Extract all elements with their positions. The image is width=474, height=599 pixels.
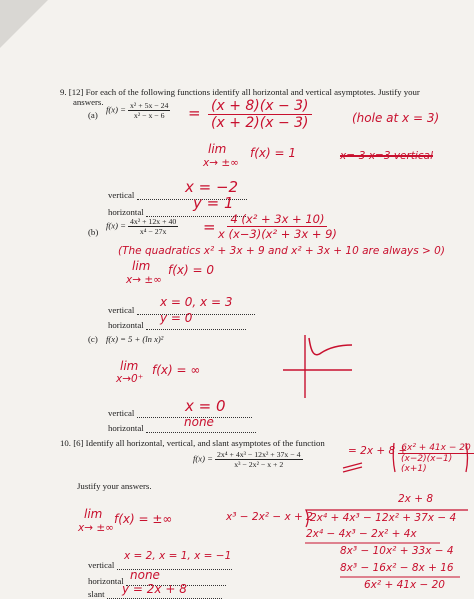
q10-justify: Justify your answers. — [77, 481, 152, 491]
q9a-hw-equals: = — [188, 104, 201, 122]
q9-header: 9. [12] For each of the following functions identify all horizontal and vertical asymptotes. Justify your — [60, 87, 420, 97]
q9a-vertical-answer: x = −2 — [185, 178, 239, 196]
q9c-horizontal-label: horizontal — [108, 423, 144, 433]
q9a-fx: f(x) = — [106, 104, 126, 115]
q10-hw-lim-expr: f(x) = ±∞ — [114, 512, 173, 526]
q9b-numerator: 4x² + 12x + 40 — [130, 217, 177, 226]
q10-fx: f(x) = — [193, 453, 213, 464]
q9a-hw-factored-den: (x + 2)(x − 3) — [211, 115, 309, 131]
q9b-vertical-answer: x = 0, x = 3 — [160, 295, 233, 309]
q10-denominator: x³ − 2x² − x + 2 — [234, 460, 284, 469]
q10-vertical-answer: x = 2, x = 1, x = −1 — [124, 550, 232, 562]
q9c-hw-lim-expr: f(x) = ∞ — [152, 363, 201, 377]
q9b-horizontal-answer: y = 0 — [160, 311, 193, 325]
q10-slant-answer: y = 2x + 8 — [122, 582, 187, 596]
q10-div-divisor: x³ − 2x² − x + 2 — [226, 511, 313, 523]
q9c-horizontal-answer: none — [184, 415, 214, 429]
q9a-label: (a) — [88, 110, 98, 120]
sketch-curve — [309, 338, 352, 355]
q10-div-line1: 2x⁴ − 4x³ − 2x² + 4x — [306, 528, 417, 540]
q10-hw-lim-sub: x→ ±∞ — [78, 522, 114, 534]
q9a-hw-factored-num: (x + 8)(x − 3) — [208, 98, 312, 115]
q10-div-dividend: 2x⁴ + 4x³ − 12x² + 37x − 4 — [310, 512, 457, 524]
q9a-hw-scribble: x=-3 x=3 vertical — [340, 150, 433, 162]
q10-div-remainder: 6x² + 41x − 20 — [364, 579, 445, 591]
q9b-hw-lim-sub: x→ ±∞ — [126, 274, 162, 286]
q9a-numerator: x² + 5x − 24 — [130, 101, 169, 110]
q10-div-line2: 8x³ − 10x² + 33x − 4 — [340, 545, 454, 557]
div-bracket — [306, 510, 468, 527]
q9a-denominator: x² − x − 6 — [133, 111, 165, 120]
q10-header: 10. [6] Identify all horizontal, vertical, and slant asymptotes of the function — [60, 438, 325, 448]
q9b-hw-note: (The quadratics x² + 3x + 9 and x² + 3x + 10 are always > 0) — [118, 245, 445, 257]
q10-hw-lim: lim — [84, 507, 103, 521]
q10-hw-paren-right — [466, 443, 468, 472]
q9a-horizontal-answer: y = 1 — [193, 194, 234, 212]
q9b-hw-lim-expr: f(x) = 0 — [168, 263, 215, 277]
q9b-hw-num: 4 (x² + 3x + 10) — [227, 212, 327, 227]
q9a-hw-lim-sub: x→ ±∞ — [203, 157, 239, 169]
q10-hw-frac-num: 6x² + 41x − 20 — [398, 443, 473, 454]
q9b-hw-den: x (x−3)(x² + 3x + 9) — [218, 227, 337, 241]
q10-div-line3: 8x³ − 16x² − 8x + 16 — [340, 562, 454, 574]
q9-header-cont: answers. — [73, 97, 104, 107]
q9a-hw-lim-expr: f(x) = 1 — [250, 146, 297, 160]
q10-numerator: 2x⁴ + 4x³ − 12x² + 37x − 4 — [217, 450, 301, 459]
q10-horizontal-answer: none — [130, 568, 160, 582]
q9b-fx: f(x) = — [106, 220, 126, 231]
q9c-label: (c) — [88, 334, 98, 344]
q9c-function: f(x) = 5 + (ln x)² — [106, 334, 164, 344]
q9a-hw-lim: lim — [208, 142, 227, 156]
q9c-hw-lim-sub: x→0⁺ — [116, 373, 144, 385]
q9b-denominator: x⁴ − 27x — [139, 227, 167, 236]
q9c-vertical-answer: x = 0 — [185, 397, 226, 415]
q10-div-quotient: 2x + 8 — [398, 493, 434, 505]
q10-hw-paren-left — [393, 443, 395, 472]
q10-vertical-label: vertical — [88, 560, 115, 570]
q10-hw-frac-den: (x−2)(x−1)(x+1) — [401, 454, 453, 474]
q9a-horizontal-label: horizontal — [108, 207, 144, 217]
q9b-hw-equals: = — [203, 218, 216, 236]
q9b-vertical-label: vertical — [108, 305, 135, 315]
q10-slant-label: slant — [88, 589, 105, 599]
q9b-label: (b) — [88, 227, 99, 237]
q9b-horizontal-label: horizontal — [108, 320, 144, 330]
q9b-hw-lim: lim — [132, 259, 151, 273]
q10-hw-eq1: = 2x + 8 + — [348, 445, 408, 457]
q10-horizontal-label: horizontal — [88, 576, 124, 586]
q9a-hw-hole: (hole at x = 3) — [352, 111, 440, 125]
q9c-vertical-label: vertical — [108, 408, 135, 418]
q9c-hw-lim: lim — [120, 359, 139, 373]
q9a-vertical-label: vertical — [108, 190, 135, 200]
q10-scratch — [343, 463, 362, 472]
